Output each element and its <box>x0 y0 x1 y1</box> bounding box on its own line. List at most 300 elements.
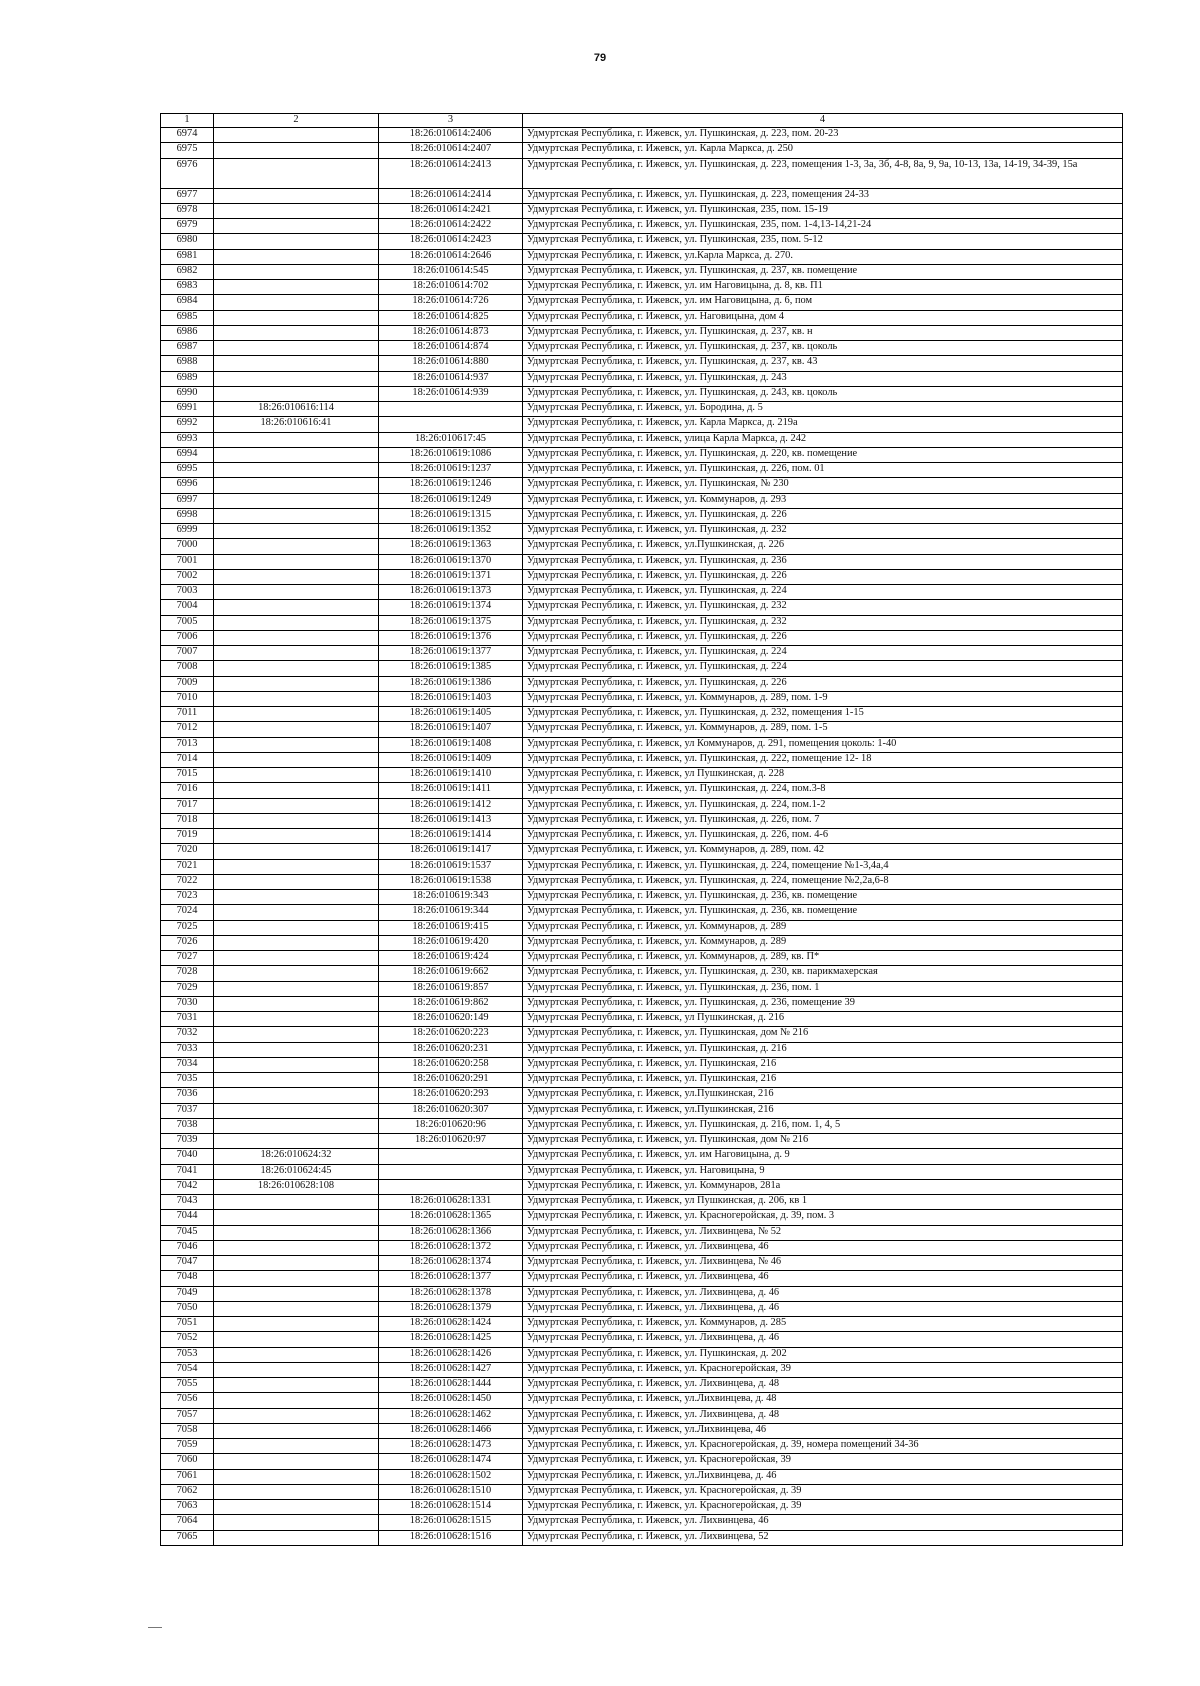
cadastral-block-cell <box>214 1057 379 1072</box>
cadastral-block-cell: 18:26:010628:108 <box>214 1179 379 1194</box>
cadastral-block-cell <box>214 1332 379 1347</box>
table-row <box>161 1469 1123 1484</box>
address-cell: Удмуртская Республика, г. Ижевск, ул. Пушкинская, д. 230, кв. парикмахерская <box>523 966 1123 981</box>
cadastral-block-cell <box>214 432 379 447</box>
address-cell: Удмуртская Республика, г. Ижевск, ул. Пушкинская, д. 232 <box>523 600 1123 615</box>
cadastral-block-cell <box>214 143 379 158</box>
address-cell: Удмуртская Республика, г. Ижевск, ул. Коммунаров, 281а <box>523 1179 1123 1194</box>
address-cell: Удмуртская Республика, г. Ижевск, ул Пушкинская, д. 228 <box>523 768 1123 783</box>
cadastral-number-cell: 18:26:010628:1444 <box>379 1378 523 1393</box>
table-row <box>161 1134 1123 1149</box>
address-cell: Удмуртская Республика, г. Ижевск, ул. Пушкинская, д. 222, помещение 12- 18 <box>523 752 1123 767</box>
address-cell: Удмуртская Республика, г. Ижевск, ул.Пушкинская, д. 226 <box>523 539 1123 554</box>
cadastral-number-cell: 18:26:010619:662 <box>379 966 523 981</box>
cadastral-number-cell: 18:26:010619:1373 <box>379 585 523 600</box>
table-row <box>161 554 1123 569</box>
row-number-cell: 7047 <box>161 1256 214 1271</box>
cadastral-block-cell <box>214 752 379 767</box>
table-row <box>161 829 1123 844</box>
cadastral-block-cell <box>214 508 379 523</box>
table-row <box>161 1042 1123 1057</box>
cadastral-number-cell: 18:26:010628:1466 <box>379 1423 523 1438</box>
table-row <box>161 890 1123 905</box>
row-number-cell: 6983 <box>161 280 214 295</box>
row-number-cell: 6996 <box>161 478 214 493</box>
table-row <box>161 1500 1123 1515</box>
table-row <box>161 310 1123 325</box>
cadastral-block-cell: 18:26:010616:114 <box>214 402 379 417</box>
cadastral-number-cell: 18:26:010619:1407 <box>379 722 523 737</box>
table-row <box>161 1408 1123 1423</box>
cadastral-block-cell <box>214 341 379 356</box>
address-cell: Удмуртская Республика, г. Ижевск, ул. Пушкинская, д. 237, кв. цоколь <box>523 341 1123 356</box>
cadastral-number-cell: 18:26:010628:1366 <box>379 1225 523 1240</box>
header-col-1: 1 <box>161 114 214 128</box>
cadastral-number-cell: 18:26:010620:291 <box>379 1073 523 1088</box>
address-cell: Удмуртская Республика, г. Ижевск, ул Пушкинская, д. 206, кв 1 <box>523 1195 1123 1210</box>
row-number-cell: 6999 <box>161 524 214 539</box>
address-cell: Удмуртская Республика, г. Ижевск, ул. Пушкинская, д. 216, пом. 1, 4, 5 <box>523 1118 1123 1133</box>
cadastral-number-cell: 18:26:010620:258 <box>379 1057 523 1072</box>
cadastral-number-cell: 18:26:010619:420 <box>379 935 523 950</box>
row-number-cell: 6976 <box>161 158 214 188</box>
cadastral-block-cell <box>214 890 379 905</box>
row-number-cell: 7012 <box>161 722 214 737</box>
row-number-cell: 7002 <box>161 569 214 584</box>
cadastral-number-cell: 18:26:010628:1379 <box>379 1301 523 1316</box>
cadastral-block-cell <box>214 859 379 874</box>
table-row <box>161 1225 1123 1240</box>
address-cell: Удмуртская Республика, г. Ижевск, ул. Пушкинская, д. 220, кв. помещение <box>523 447 1123 462</box>
address-cell: Удмуртская Республика, г. Ижевск, ул. Лихвинцева, д. 46 <box>523 1301 1123 1316</box>
cadastral-number-cell: 18:26:010614:2421 <box>379 203 523 218</box>
row-number-cell: 7048 <box>161 1271 214 1286</box>
table-row <box>161 493 1123 508</box>
row-number-cell: 7043 <box>161 1195 214 1210</box>
cadastral-number-cell: 18:26:010620:223 <box>379 1027 523 1042</box>
row-number-cell: 7004 <box>161 600 214 615</box>
cadastral-block-cell <box>214 188 379 203</box>
cadastral-number-cell: 18:26:010614:2646 <box>379 249 523 264</box>
cadastral-block-cell <box>214 1118 379 1133</box>
address-cell: Удмуртская Республика, г. Ижевск, ул. Лихвинцева, № 46 <box>523 1256 1123 1271</box>
row-number-cell: 7052 <box>161 1332 214 1347</box>
address-cell: Удмуртская Республика, г. Ижевск, ул. Красногеройская, д. 39 <box>523 1500 1123 1515</box>
cadastral-number-cell: 18:26:010619:1405 <box>379 707 523 722</box>
cadastral-block-cell <box>214 920 379 935</box>
row-number-cell: 7026 <box>161 935 214 950</box>
cadastral-block-cell <box>214 249 379 264</box>
table-row <box>161 1088 1123 1103</box>
address-cell: Удмуртская Республика, г. Ижевск, ул. Пушкинская, д. 236, помещение 39 <box>523 996 1123 1011</box>
address-cell: Удмуртская Республика, г. Ижевск, ул. Пушкинская, д. 216 <box>523 1042 1123 1057</box>
cadastral-block-cell <box>214 1225 379 1240</box>
header-col-3: 3 <box>379 114 523 128</box>
cadastral-block-cell <box>214 478 379 493</box>
cadastral-number-cell: 18:26:010614:874 <box>379 341 523 356</box>
row-number-cell: 6985 <box>161 310 214 325</box>
table-row <box>161 280 1123 295</box>
cadastral-number-cell: 18:26:010620:307 <box>379 1103 523 1118</box>
cadastral-block-cell <box>214 1530 379 1545</box>
table-row <box>161 1378 1123 1393</box>
cadastral-block-cell <box>214 280 379 295</box>
table-row <box>161 1195 1123 1210</box>
cadastral-number-cell: 18:26:010628:1331 <box>379 1195 523 1210</box>
address-cell: Удмуртская Республика, г. Ижевск, ул. Коммунаров, д. 293 <box>523 493 1123 508</box>
cadastral-number-cell: 18:26:010619:1414 <box>379 829 523 844</box>
cadastral-number-cell: 18:26:010619:1363 <box>379 539 523 554</box>
cadastral-number-cell: 18:26:010614:2413 <box>379 158 523 188</box>
cadastral-number-cell: 18:26:010619:1417 <box>379 844 523 859</box>
cadastral-block-cell <box>214 554 379 569</box>
address-cell: Удмуртская Республика, г. Ижевск, ул. Пушкинская, д. 224 <box>523 646 1123 661</box>
address-cell: Удмуртская Республика, г. Ижевск, ул. Пушкинская, д. 224, помещение №1-3,4а,4 <box>523 859 1123 874</box>
cadastral-block-cell <box>214 569 379 584</box>
table-row <box>161 508 1123 523</box>
row-number-cell: 7021 <box>161 859 214 874</box>
cadastral-number-cell: 18:26:010614:825 <box>379 310 523 325</box>
cadastral-block-cell <box>214 1423 379 1438</box>
address-cell: Удмуртская Республика, г. Ижевск, ул. Пушкинская, д. 232 <box>523 615 1123 630</box>
row-number-cell: 7009 <box>161 676 214 691</box>
table-row <box>161 539 1123 554</box>
row-number-cell: 7008 <box>161 661 214 676</box>
cadastral-block-cell <box>214 158 379 188</box>
address-cell: Удмуртская Республика, г. Ижевск, ул. Пушкинская, д. 243 <box>523 371 1123 386</box>
table-row <box>161 707 1123 722</box>
row-number-cell: 7060 <box>161 1454 214 1469</box>
address-cell: Удмуртская Республика, г. Ижевск, ул. Лихвинцева, д. 46 <box>523 1332 1123 1347</box>
address-cell: Удмуртская Республика, г. Ижевск, ул. Лихвинцева, 46 <box>523 1271 1123 1286</box>
cadastral-number-cell: 18:26:010614:726 <box>379 295 523 310</box>
address-cell: Удмуртская Республика, г. Ижевск, ул. Лихвинцева, д. 48 <box>523 1408 1123 1423</box>
cadastral-block-cell <box>214 539 379 554</box>
cadastral-number-cell: 18:26:010628:1473 <box>379 1439 523 1454</box>
table-row <box>161 1027 1123 1042</box>
cadastral-block-cell <box>214 1088 379 1103</box>
header-col-4: 4 <box>523 114 1123 128</box>
table-row <box>161 1530 1123 1545</box>
row-number-cell: 6981 <box>161 249 214 264</box>
row-number-cell: 7056 <box>161 1393 214 1408</box>
row-number-cell: 7020 <box>161 844 214 859</box>
row-number-cell: 7046 <box>161 1240 214 1255</box>
row-number-cell: 7039 <box>161 1134 214 1149</box>
address-cell: Удмуртская Республика, г. Ижевск, ул. Пушкинская, д. 236 <box>523 554 1123 569</box>
row-number-cell: 7006 <box>161 630 214 645</box>
row-number-cell: 7019 <box>161 829 214 844</box>
row-number-cell: 7059 <box>161 1439 214 1454</box>
cadastral-number-cell: 18:26:010620:293 <box>379 1088 523 1103</box>
cadastral-number-cell: 18:26:010628:1515 <box>379 1515 523 1530</box>
row-number-cell: 6979 <box>161 219 214 234</box>
table-row <box>161 996 1123 1011</box>
address-cell: Удмуртская Республика, г. Ижевск, ул. Пушкинская, д. 232 <box>523 524 1123 539</box>
cadastral-block-cell <box>214 1286 379 1301</box>
table-row <box>161 783 1123 798</box>
cadastral-block-cell <box>214 1317 379 1332</box>
address-cell: Удмуртская Республика, г. Ижевск, ул. Коммунаров, д. 289, кв. П* <box>523 951 1123 966</box>
cadastral-number-cell: 18:26:010619:1374 <box>379 600 523 615</box>
cadastral-block-cell <box>214 447 379 462</box>
cadastral-block-cell <box>214 783 379 798</box>
cadastral-number-cell: 18:26:010614:880 <box>379 356 523 371</box>
cadastral-number-cell: 18:26:010628:1427 <box>379 1362 523 1377</box>
address-cell: Удмуртская Республика, г. Ижевск, ул. Коммунаров, д. 289 <box>523 920 1123 935</box>
address-cell: Удмуртская Республика, г. Ижевск, ул.Лихвинцева, д. 48 <box>523 1393 1123 1408</box>
cadastral-number-cell: 18:26:010619:343 <box>379 890 523 905</box>
cadastral-number-cell: 18:26:010628:1516 <box>379 1530 523 1545</box>
row-number-cell: 7003 <box>161 585 214 600</box>
cadastral-block-cell <box>214 264 379 279</box>
address-cell: Удмуртская Республика, г. Ижевск, ул. Пушкинская, дом № 216 <box>523 1134 1123 1149</box>
address-cell: Удмуртская Республика, г. Ижевск, ул.Пушкинская, 216 <box>523 1088 1123 1103</box>
cadastral-number-cell: 18:26:010619:1410 <box>379 768 523 783</box>
table-row <box>161 325 1123 340</box>
address-cell: Удмуртская Республика, г. Ижевск, ул. Пушкинская, д. 224 <box>523 661 1123 676</box>
cadastral-block-cell <box>214 1469 379 1484</box>
cadastral-number-cell: 18:26:010628:1510 <box>379 1484 523 1499</box>
row-number-cell: 6990 <box>161 386 214 401</box>
cadastral-number-cell: 18:26:010619:1246 <box>379 478 523 493</box>
cadastral-block-cell <box>214 234 379 249</box>
table-row <box>161 691 1123 706</box>
cadastral-block-cell: 18:26:010624:32 <box>214 1149 379 1164</box>
row-number-cell: 7000 <box>161 539 214 554</box>
cadastral-number-cell: 18:26:010619:1411 <box>379 783 523 798</box>
row-number-cell: 6994 <box>161 447 214 462</box>
cadastral-block-cell <box>214 996 379 1011</box>
table-row <box>161 905 1123 920</box>
address-cell: Удмуртская Республика, г. Ижевск, ул. Пушкинская, д. 226, пом. 01 <box>523 463 1123 478</box>
row-number-cell: 6978 <box>161 203 214 218</box>
address-cell: Удмуртская Республика, г. Ижевск, ул. Пушкинская, д. 223, помещения 24-33 <box>523 188 1123 203</box>
cadastral-block-cell <box>214 966 379 981</box>
row-number-cell: 7035 <box>161 1073 214 1088</box>
row-number-cell: 7017 <box>161 798 214 813</box>
cadastral-number-cell: 18:26:010619:1375 <box>379 615 523 630</box>
table-row <box>161 1347 1123 1362</box>
cadastral-number-cell: 18:26:010614:702 <box>379 280 523 295</box>
row-number-cell: 7050 <box>161 1301 214 1316</box>
cadastral-block-cell <box>214 1195 379 1210</box>
cadastral-number-cell: 18:26:010619:1371 <box>379 569 523 584</box>
address-cell: Удмуртская Республика, г. Ижевск, ул. Пушкинская, 216 <box>523 1073 1123 1088</box>
cadastral-number-cell: 18:26:010619:857 <box>379 981 523 996</box>
table-row <box>161 1240 1123 1255</box>
cadastral-number-cell: 18:26:010620:231 <box>379 1042 523 1057</box>
row-number-cell: 7062 <box>161 1484 214 1499</box>
address-cell: Удмуртская Республика, г. Ижевск, ул. Наговицына, дом 4 <box>523 310 1123 325</box>
margin-rule <box>148 1627 162 1628</box>
table-row <box>161 859 1123 874</box>
cadastral-block-cell <box>214 1515 379 1530</box>
table-row <box>161 722 1123 737</box>
table-row <box>161 402 1123 417</box>
cadastral-block-cell <box>214 1271 379 1286</box>
table-row <box>161 569 1123 584</box>
cadastral-number-cell: 18:26:010614:2422 <box>379 219 523 234</box>
table-row <box>161 874 1123 889</box>
row-number-cell: 7028 <box>161 966 214 981</box>
cadastral-number-cell: 18:26:010619:344 <box>379 905 523 920</box>
address-cell: Удмуртская Республика, г. Ижевск, ул Коммунаров, д. 291, помещения цоколь: 1-40 <box>523 737 1123 752</box>
address-cell: Удмуртская Республика, г. Ижевск, ул. им Наговицына, д. 8, кв. П1 <box>523 280 1123 295</box>
table-header <box>161 114 1123 128</box>
row-number-cell: 7005 <box>161 615 214 630</box>
address-cell: Удмуртская Республика, г. Ижевск, ул. Пушкинская, д. 226 <box>523 508 1123 523</box>
address-cell: Удмуртская Республика, г. Ижевск, ул. Пушкинская, д. 224, помещение №2,2а,6-8 <box>523 874 1123 889</box>
cadastral-block-cell <box>214 524 379 539</box>
table-row <box>161 920 1123 935</box>
address-cell: Удмуртская Республика, г. Ижевск, ул. Карла Маркса, д. 219а <box>523 417 1123 432</box>
row-number-cell: 7042 <box>161 1179 214 1194</box>
table-row <box>161 661 1123 676</box>
cadastral-block-cell <box>214 585 379 600</box>
row-number-cell: 6975 <box>161 143 214 158</box>
row-number-cell: 7029 <box>161 981 214 996</box>
address-cell: Удмуртская Республика, г. Ижевск, ул. Лихвинцева, 52 <box>523 1530 1123 1545</box>
cadastral-block-cell <box>214 493 379 508</box>
cadastral-block-cell <box>214 615 379 630</box>
cadastral-block-cell <box>214 1103 379 1118</box>
row-number-cell: 6997 <box>161 493 214 508</box>
cadastral-number-cell: 18:26:010614:2423 <box>379 234 523 249</box>
row-number-cell: 6980 <box>161 234 214 249</box>
row-number-cell: 7018 <box>161 813 214 828</box>
cadastral-number-cell: 18:26:010614:2414 <box>379 188 523 203</box>
table-row <box>161 752 1123 767</box>
row-number-cell: 7013 <box>161 737 214 752</box>
row-number-cell: 7058 <box>161 1423 214 1438</box>
cadastral-number-cell: 18:26:010628:1424 <box>379 1317 523 1332</box>
cadastral-number-cell: 18:26:010619:424 <box>379 951 523 966</box>
cadastral-number-cell: 18:26:010619:1413 <box>379 813 523 828</box>
row-number-cell: 7064 <box>161 1515 214 1530</box>
cadastral-number-cell <box>379 1149 523 1164</box>
address-cell: Удмуртская Республика, г. Ижевск, ул. Пушкинская, д. 226 <box>523 569 1123 584</box>
cadastral-block-cell <box>214 128 379 143</box>
row-number-cell: 7031 <box>161 1012 214 1027</box>
address-cell: Удмуртская Республика, г. Ижевск, ул. Пушкинская, д. 226 <box>523 630 1123 645</box>
table-row <box>161 234 1123 249</box>
address-cell: Удмуртская Республика, г. Ижевск, ул. Пушкинская, 216 <box>523 1057 1123 1072</box>
address-cell: Удмуртская Республика, г. Ижевск, ул. Пушкинская, д. 226 <box>523 676 1123 691</box>
row-number-cell: 7025 <box>161 920 214 935</box>
cadastral-block-cell <box>214 356 379 371</box>
cadastral-block-cell <box>214 1073 379 1088</box>
cadastral-block-cell: 18:26:010616:41 <box>214 417 379 432</box>
address-cell: Удмуртская Республика, г. Ижевск, ул. Пушкинская, д. 237, кв. н <box>523 325 1123 340</box>
cadastral-number-cell: 18:26:010614:873 <box>379 325 523 340</box>
table-row <box>161 600 1123 615</box>
row-number-cell: 7036 <box>161 1088 214 1103</box>
address-cell: Удмуртская Республика, г. Ижевск, ул. Коммунаров, д. 289, пом. 1-5 <box>523 722 1123 737</box>
cadastral-number-cell: 18:26:010628:1462 <box>379 1408 523 1423</box>
table-row <box>161 1362 1123 1377</box>
row-number-cell: 7044 <box>161 1210 214 1225</box>
row-number-cell: 7041 <box>161 1164 214 1179</box>
address-cell: Удмуртская Республика, г. Ижевск, улица Карла Маркса, д. 242 <box>523 432 1123 447</box>
cadastral-number-cell: 18:26:010619:1086 <box>379 447 523 462</box>
cadastral-number-cell: 18:26:010628:1377 <box>379 1271 523 1286</box>
address-cell: Удмуртская Республика, г. Ижевск, ул. Коммунаров, д. 285 <box>523 1317 1123 1332</box>
address-cell: Удмуртская Республика, г. Ижевск, ул. Пушкинская, д. 236, кв. помещение <box>523 905 1123 920</box>
table-row <box>161 768 1123 783</box>
row-number-cell: 7055 <box>161 1378 214 1393</box>
address-cell: Удмуртская Республика, г. Ижевск, ул. Красногеройская, д. 39, номера помещений 34-36 <box>523 1439 1123 1454</box>
cadastral-number-cell: 18:26:010614:937 <box>379 371 523 386</box>
row-number-cell: 7010 <box>161 691 214 706</box>
page-number: 79 <box>593 52 607 64</box>
table-row <box>161 951 1123 966</box>
cadastral-number-cell: 18:26:010619:1315 <box>379 508 523 523</box>
cadastral-number-cell: 18:26:010628:1365 <box>379 1210 523 1225</box>
row-number-cell: 7033 <box>161 1042 214 1057</box>
table-row <box>161 386 1123 401</box>
row-number-cell: 7063 <box>161 1500 214 1515</box>
row-number-cell: 7032 <box>161 1027 214 1042</box>
cadastral-block-cell <box>214 646 379 661</box>
address-cell: Удмуртская Республика, г. Ижевск, ул.Карла Маркса, д. 270. <box>523 249 1123 264</box>
cadastral-block-cell <box>214 325 379 340</box>
table-row <box>161 447 1123 462</box>
cadastral-block-cell <box>214 1362 379 1377</box>
cadastral-number-cell: 18:26:010628:1474 <box>379 1454 523 1469</box>
cadastral-block-cell <box>214 1484 379 1499</box>
address-cell: Удмуртская Республика, г. Ижевск, ул. им Наговицына, д. 9 <box>523 1149 1123 1164</box>
row-number-cell: 6998 <box>161 508 214 523</box>
table-row <box>161 1012 1123 1027</box>
row-number-cell: 6982 <box>161 264 214 279</box>
cadastral-number-cell: 18:26:010619:1409 <box>379 752 523 767</box>
cadastral-block-cell <box>214 1210 379 1225</box>
table-row <box>161 1393 1123 1408</box>
cadastral-number-cell <box>379 402 523 417</box>
cadastral-block-cell <box>214 844 379 859</box>
cadastral-number-cell: 18:26:010619:1237 <box>379 463 523 478</box>
registry-table <box>160 113 1123 1546</box>
row-number-cell: 6991 <box>161 402 214 417</box>
table-row <box>161 1515 1123 1530</box>
table-row <box>161 128 1123 143</box>
cadastral-number-cell: 18:26:010619:1386 <box>379 676 523 691</box>
address-cell: Удмуртская Республика, г. Ижевск, ул. Пушкинская, д. 224, пом.3-8 <box>523 783 1123 798</box>
address-cell: Удмуртская Республика, г. Ижевск, ул. Коммунаров, д. 289, пом. 1-9 <box>523 691 1123 706</box>
cadastral-block-cell <box>214 600 379 615</box>
table-row <box>161 219 1123 234</box>
cadastral-block-cell <box>214 203 379 218</box>
cadastral-number-cell: 18:26:010619:1537 <box>379 859 523 874</box>
row-number-cell: 7037 <box>161 1103 214 1118</box>
table-row <box>161 585 1123 600</box>
table-row <box>161 646 1123 661</box>
cadastral-block-cell <box>214 463 379 478</box>
cadastral-block-cell <box>214 1134 379 1149</box>
address-cell: Удмуртская Республика, г. Ижевск, ул. Пушкинская, д. 237, кв. 43 <box>523 356 1123 371</box>
cadastral-number-cell: 18:26:010619:415 <box>379 920 523 935</box>
cadastral-block-cell <box>214 661 379 676</box>
table-row <box>161 295 1123 310</box>
cadastral-number-cell <box>379 1164 523 1179</box>
address-cell: Удмуртская Республика, г. Ижевск, ул Пушкинская, д. 216 <box>523 1012 1123 1027</box>
cadastral-number-cell: 18:26:010614:939 <box>379 386 523 401</box>
row-number-cell: 7022 <box>161 874 214 889</box>
row-number-cell: 6984 <box>161 295 214 310</box>
address-cell: Удмуртская Республика, г. Ижевск, ул. Пушкинская, 235, пом. 15-19 <box>523 203 1123 218</box>
address-cell: Удмуртская Республика, г. Ижевск, ул. Красногеройская, д. 39, пом. 3 <box>523 1210 1123 1225</box>
